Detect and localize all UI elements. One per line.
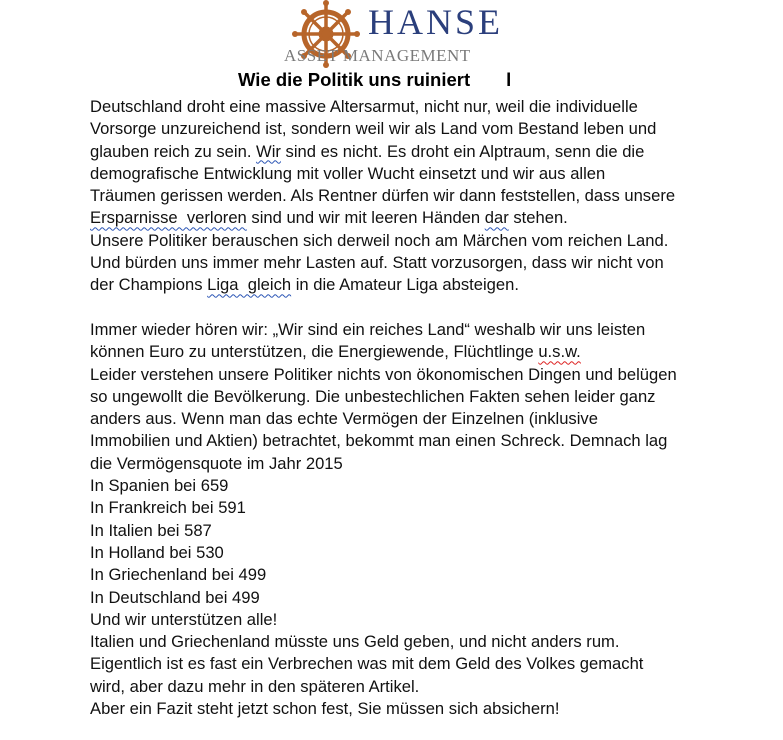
logo-tagline: ASSET MANAGEMENT [284,46,471,65]
quote-line: In Italien bei 587 [90,520,212,540]
text-line: Vorsorge unzureichend ist, sondern weil wir als Land vom Bestand leben und [90,119,657,139]
paragraph-gap [90,297,750,319]
quote-line: In Deutschland bei 499 [90,587,260,607]
text-span: stehen. [508,208,568,228]
text-line: so ungewollt die Bevölkerung. Die unbestechlichen Fakten sehen leider ganz [90,386,656,406]
text-line: Träumen gerissen werden. Als Rentner dürfen wir dann feststellen, dass unsere [90,186,676,206]
text-line: wird, aber dazu mehr in den späteren Artikel. [90,676,420,696]
text-line: Und wir unterstützen alle! [90,609,278,629]
text-span: sind es nicht. Es droht ein Alptraum, senn die die [280,141,645,161]
text-line: Unsere Politiker berauschen sich derweil noch am Märchen vom reichen Land. [90,230,669,250]
company-logo [284,0,504,68]
document-body [90,96,750,720]
text-line: Italien und Griechenland müsste uns Geld geben, und nicht anders rum. [90,632,620,652]
text-line: demografische Entwicklung mit voller Wucht einsetzt und wir aus allen [90,163,606,183]
text-span: können Euro zu unterstützen, die Energiewende, Flüchtlinge [90,342,539,362]
text-line: anders aus. Wenn man das echte Vermögen der Einzelnen (inklusive [90,409,598,429]
document-title: Wie die Politik uns ruiniert l [238,69,512,90]
text-line: Deutschland droht eine massive Altersarmut, nicht nur, weil die individuelle [90,97,638,116]
grammar-flag[interactable]: Wir [256,141,281,161]
grammar-flag[interactable]: Ersparnisse verloren [90,208,247,228]
text-span: der Champions [90,275,208,295]
text-line: Aber ein Fazit steht jetzt schon fest, Sie müssen sich absichern! [90,699,560,719]
quote-line: In Holland bei 530 [90,542,224,562]
text-span: glauben reich zu sein. [90,141,257,161]
text-line: Leider verstehen unsere Politiker nichts von ökonomischen Dingen und belügen [90,364,677,384]
text-span: sind und wir mit leeren Händen [246,208,485,228]
text-line [90,207,750,229]
grammar-flag[interactable]: Liga gleich [207,275,292,295]
quote-line: In Spanien bei 659 [90,476,229,496]
text-line [90,274,750,296]
text-line [90,341,750,363]
logo-brand-text: HANSE [368,2,504,42]
text-line: Eigentlich ist es fast ein Verbrechen was mit dem Geld des Volkes gemacht [90,654,644,674]
quote-line: In Frankreich bei 591 [90,498,246,518]
text-line: Und bürden uns immer mehr Lasten auf. Statt vorzusorgen, dass wir nicht von [90,253,664,273]
text-span: in die Amateur Liga absteigen. [291,275,519,295]
text-line: Immer wieder hören wir: „Wir sind ein reiches Land“ weshalb wir uns leisten [90,319,646,339]
quote-line: In Griechenland bei 499 [90,565,267,585]
text-line: die Vermögensquote im Jahr 2015 [90,453,343,473]
grammar-flag[interactable]: dar [484,208,509,228]
text-line: Immobilien und Aktien) betrachtet, bekommt man einen Schreck. Demnach lag [90,431,668,451]
text-line [90,141,750,163]
spelling-flag[interactable]: u.s.w. [538,342,581,362]
